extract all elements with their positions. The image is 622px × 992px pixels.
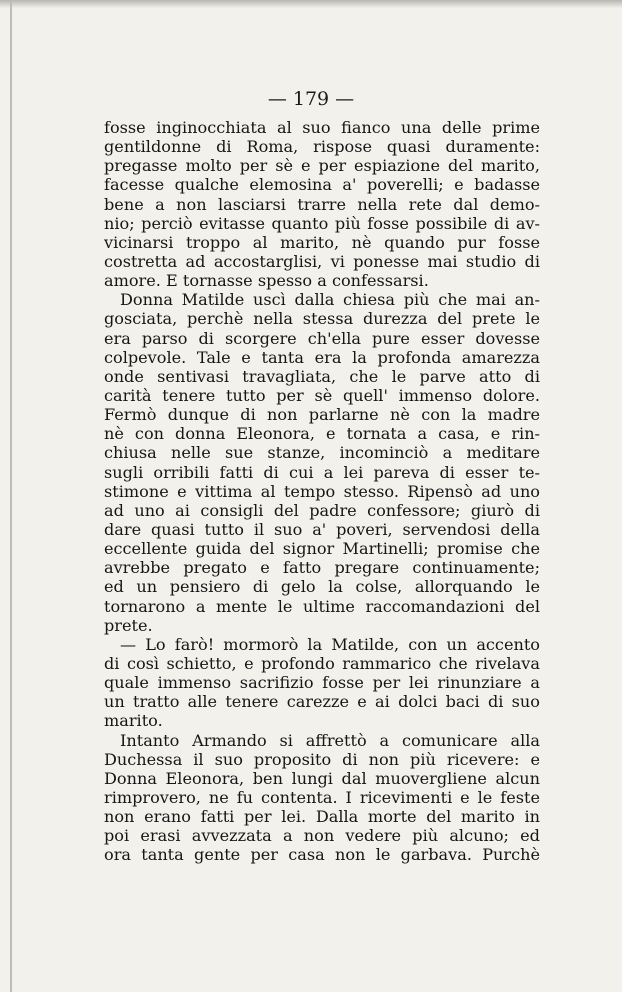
text-line: Fermò dunque di non parlarne nè con la madre [104,405,540,425]
text-line: gosciata, perchè nella stessa durezza del prete le [104,309,540,329]
text-line: pregasse molto per sè e per espiazione del marito, [104,156,540,176]
text-line: poi erasi avvezzata a non vedere più alcuno; ed [104,826,540,846]
page-left-edge [10,0,12,992]
text-line: ora tanta gente per casa non le garbava. Purchè [104,845,540,865]
text-line: avrebbe pregato e fatto pregare continuamente; [104,558,540,578]
text-line: carità tenere tutto per sè quell' immenso dolore. [104,385,540,405]
text-line: bene a non lasciarsi trarre nella rete dal demo- [104,194,540,214]
text-line: gentildonne di Roma, rispose quasi duramente: [104,137,540,157]
text-line: quale immenso sacrifizio fosse per lei rinunziare a [104,673,540,693]
text-line: rimprovero, ne fu contenta. I ricevimenti e le feste [104,787,540,807]
text-line: prete. [104,615,153,635]
text-line: stimone e vittima al tempo stesso. Ripensò ad uno [104,481,540,501]
text-line: ad uno ai consigli del padre confessore; giurò di [104,500,540,520]
page-top-edge [0,0,622,8]
text-line: nio; perciò evitasse quanto più fosse possibile di av- [104,213,540,233]
text-line: amore. E tornasse spesso a confessarsi. [104,271,429,291]
text-line: Donna Eleonora, ben lungi dal muovergliene alcun [104,768,540,788]
text-line: ed un pensiero di gelo la colse, allorquando le [104,577,540,597]
text-line: un tratto alle tenere carezze e ai dolci baci di suo [104,692,540,712]
text-line: colpevole. Tale e tanta era la profonda amarezza [104,347,540,367]
text-line: era parso di scorgere ch'ella pure esser dovesse [104,328,540,348]
text-line: onde sentivasi travagliata, che le parve atto di [104,366,540,386]
text-line: fosse inginocchiata al suo fianco una delle prime [104,118,540,137]
text-line: facesse qualche elemosina a' poverelli; e badasse [104,175,540,195]
text-line: tornarono a mente le ultime raccomandazioni del [104,596,540,616]
text-line: Donna Matilde uscì dalla chiesa più che mai an- [120,290,540,310]
body-text [104,118,540,864]
text-line: chiusa nelle sue stanze, incominciò a meditare [104,443,540,463]
text-line: Intanto Armando si affrettò a comunicare alla [120,730,540,750]
text-line: marito. [104,711,163,731]
text-line: dare quasi tutto il suo a' poveri, servendosi della [104,519,540,539]
text-line: Duchessa il suo proposito di non più ricevere: e [104,749,540,769]
text-line: non erano fatti per lei. Dalla morte del marito in [104,807,540,827]
page-number: — 179 — [267,88,355,110]
text-line: — Lo farò! mormorò la Matilde, con un accento [120,634,540,654]
text-line: di così schietto, e profondo rammarico che rivelava [104,653,540,673]
text-line: sugli orribili fatti di cui a lei pareva di esser te- [104,462,540,482]
text-line: vicinarsi troppo al marito, nè quando pur fosse [104,232,540,252]
text-line: nè con donna Eleonora, e tornata a casa, e rin- [104,424,540,444]
text-line: costretta ad accostarglisi, vi ponesse mai studio di [104,251,540,271]
text-line: eccellente guida del signor Martinelli; promise che [104,539,540,559]
